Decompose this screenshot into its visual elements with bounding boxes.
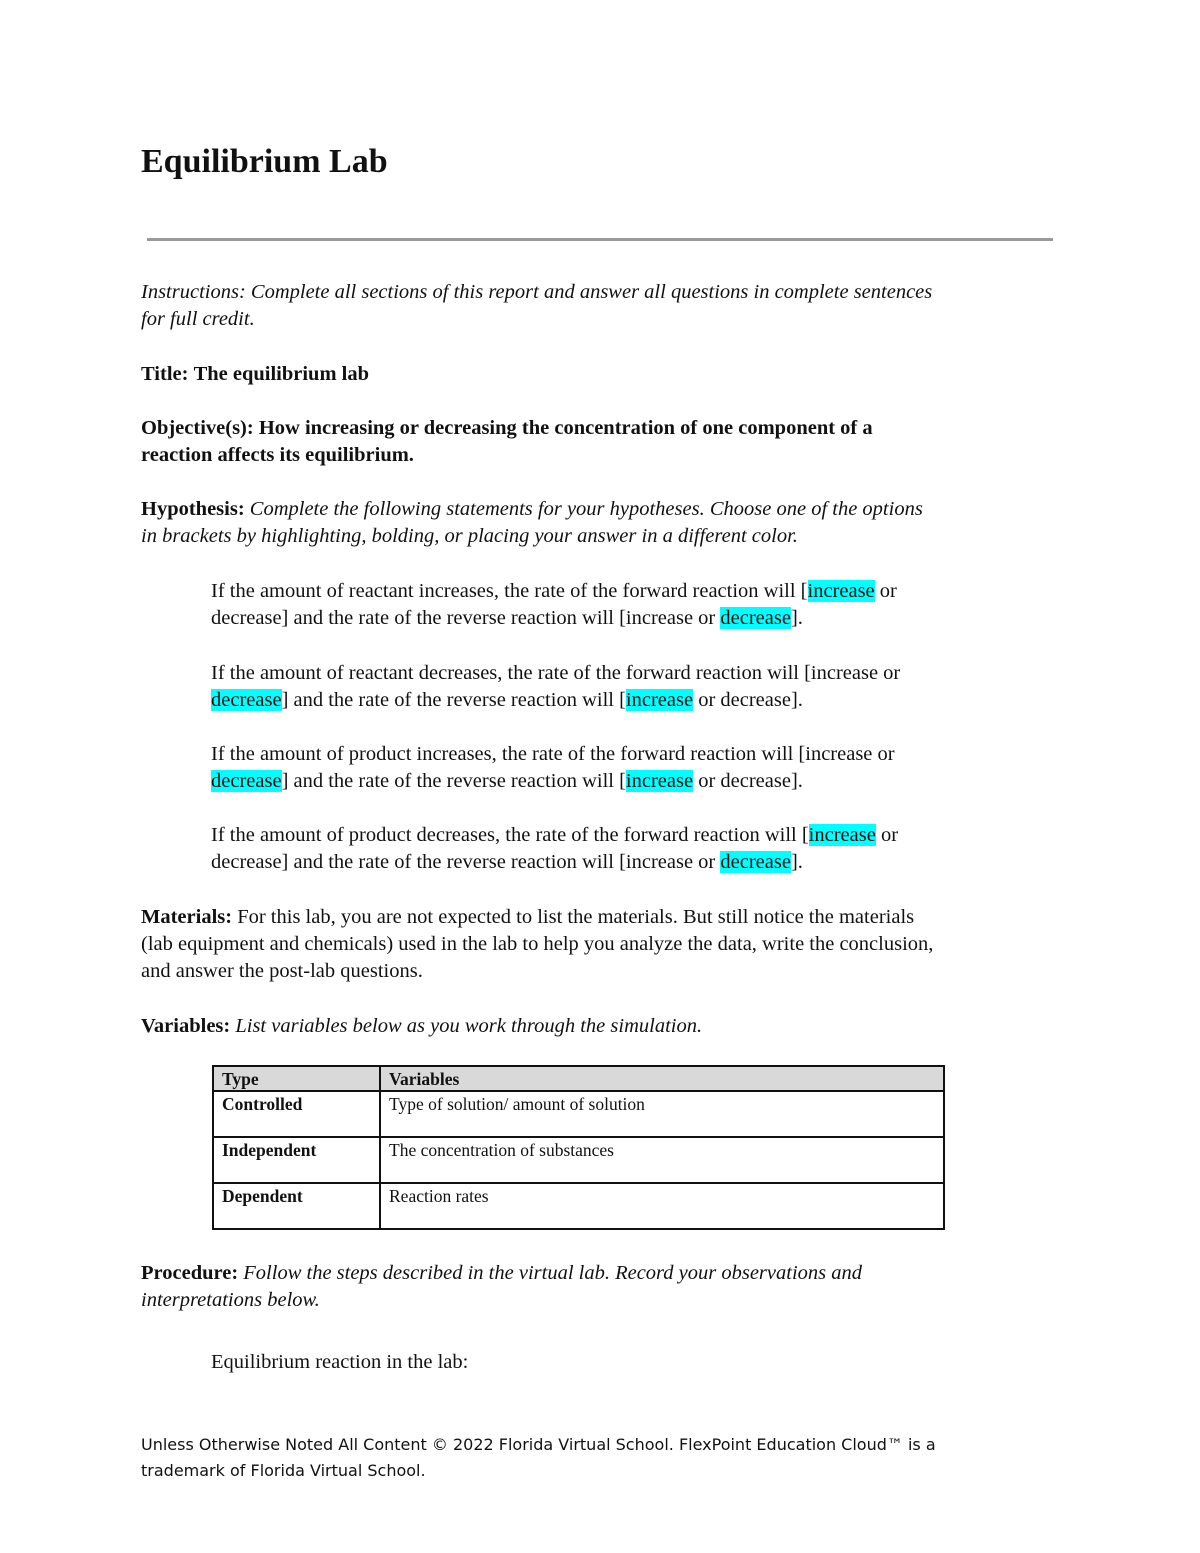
variables-table (212, 1065, 945, 1230)
hypothesis-section (141, 496, 1061, 550)
hypothesis-statement-2 (211, 660, 1051, 714)
hypothesis-line-1: Complete the following statements for your hypotheses. Choose one of the options (249, 498, 923, 520)
objective-section (141, 415, 1061, 469)
statement-text: decrease] and the rate of the reverse reaction will [increase or (211, 607, 721, 629)
variable-value-cell[interactable]: Type of solution/ amount of solution (380, 1091, 944, 1137)
objective-line-2: reaction affects its equilibrium. (141, 444, 414, 466)
variable-type-cell: Controlled (213, 1091, 380, 1137)
footer-line-1: Unless Otherwise Noted All Content © 2022 Florida Virtual School. FlexPoint Education Cloud™ is a (141, 1435, 936, 1454)
statement-text: or (875, 824, 899, 846)
title-field-label: Title: (141, 363, 189, 385)
hypothesis-label: Hypothesis: (141, 498, 245, 520)
procedure-section (141, 1260, 1061, 1314)
materials-line-3: and answer the post-lab questions. (141, 960, 423, 982)
title-field (141, 361, 1061, 388)
table-row (213, 1091, 944, 1137)
table-header-variables: Variables (380, 1066, 944, 1091)
variables-section (141, 1013, 1061, 1040)
highlighted-answer: increase (625, 770, 694, 792)
materials-line-1: For this lab, you are not expected to list the materials. But still notice the materials (237, 906, 915, 928)
variable-value-cell[interactable]: The concentration of substances (380, 1137, 944, 1183)
instructions-text (141, 279, 1061, 333)
statement-text: or (874, 580, 897, 602)
title-divider (147, 238, 1053, 241)
page-footer (141, 1432, 1041, 1484)
hypothesis-statement-4 (211, 822, 1051, 876)
highlighted-answer: increase (807, 580, 875, 602)
page-title: Equilibrium Lab (141, 143, 388, 180)
variable-type-cell: Independent (213, 1137, 380, 1183)
materials-section (141, 904, 1061, 985)
procedure-label: Procedure: (141, 1262, 239, 1284)
equilibrium-reaction-label: Equilibrium reaction in the lab: (211, 1351, 469, 1373)
highlighted-answer: decrease (720, 607, 791, 629)
statement-text: If the amount of reactant increases, the rate of the forward reaction will [ (211, 580, 808, 602)
highlighted-answer: decrease (720, 851, 791, 873)
materials-line-2: (lab equipment and chemicals) used in the lab to help you analyze the data, write the conclusion, (141, 933, 934, 955)
highlighted-answer: increase (625, 689, 694, 711)
statement-text: If the amount of product increases, the rate of the forward reaction will [increase or (211, 743, 895, 765)
table-header-type: Type (213, 1066, 380, 1091)
table-row (213, 1137, 944, 1183)
procedure-line-2: interpretations below. (141, 1289, 320, 1311)
hypothesis-statement-3 (211, 741, 1051, 795)
variables-text: List variables below as you work through the simulation. (235, 1015, 703, 1037)
statement-text: or decrease]. (693, 770, 803, 792)
objective-line-1: How increasing or decreasing the concentration of one component of a (258, 417, 873, 439)
instructions-line-2: for full credit. (141, 308, 255, 330)
statement-text: ]. (790, 607, 803, 629)
footer-line-2: trademark of Florida Virtual School. (141, 1461, 426, 1480)
hypothesis-line-2: in brackets by highlighting, bolding, or placing your answer in a different color. (141, 525, 798, 547)
variable-value-cell[interactable]: Reaction rates (380, 1183, 944, 1229)
highlighted-answer: increase (808, 824, 876, 846)
variables-label: Variables: (141, 1015, 231, 1037)
statement-text: If the amount of product decreases, the rate of the forward reaction will [ (211, 824, 809, 846)
materials-label: Materials: (141, 906, 233, 928)
highlighted-answer: decrease (211, 689, 282, 711)
highlighted-answer: decrease (211, 770, 282, 792)
statement-text: ] and the rate of the reverse reaction will [ (281, 770, 626, 792)
hypothesis-statement-1 (211, 578, 1051, 632)
statement-text: or decrease]. (693, 689, 803, 711)
title-field-value: The equilibrium lab (193, 363, 370, 385)
variable-type-cell: Dependent (213, 1183, 380, 1229)
statement-text: ]. (790, 851, 803, 873)
instructions-line-1: Instructions: Complete all sections of this report and answer all questions in complete sentences (141, 281, 933, 303)
statement-text: If the amount of reactant decreases, the rate of the forward reaction will [increase or (211, 662, 901, 684)
statement-text: ] and the rate of the reverse reaction will [ (281, 689, 626, 711)
procedure-line-1: Follow the steps described in the virtual lab. Record your observations and (243, 1262, 862, 1284)
statement-text: decrease] and the rate of the reverse reaction will [increase or (211, 851, 721, 873)
table-header-row (213, 1066, 944, 1091)
table-row (213, 1183, 944, 1229)
objective-label: Objective(s): (141, 417, 254, 439)
